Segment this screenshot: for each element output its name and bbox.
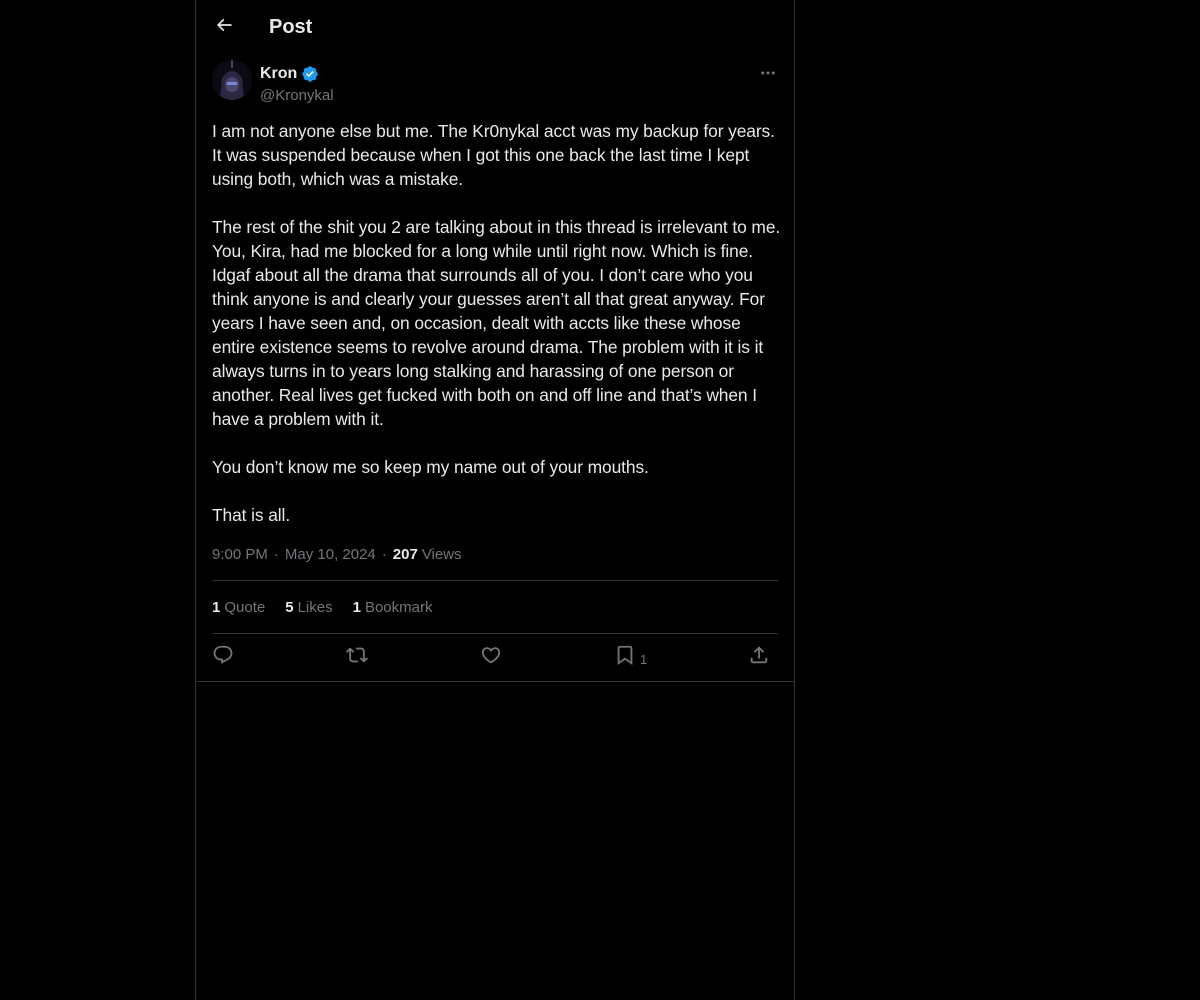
- quotes-stat[interactable]: [212, 598, 265, 617]
- bookmarks-stat[interactable]: [353, 598, 433, 617]
- divider: [212, 580, 778, 581]
- top-bar: [196, 0, 794, 53]
- share-button[interactable]: [748, 645, 770, 669]
- share-icon: [748, 644, 770, 671]
- quotes-count: 1: [212, 599, 221, 616]
- meta-separator: ·: [273, 546, 279, 563]
- like-button[interactable]: [480, 645, 502, 669]
- action-bar: [212, 645, 778, 669]
- reply-button[interactable]: [212, 645, 234, 669]
- reply-icon: [212, 644, 234, 671]
- likes-count: 5: [285, 599, 294, 616]
- post-time[interactable]: 9:00 PM: [212, 546, 268, 563]
- bookmark-button[interactable]: [614, 645, 647, 669]
- bookmark-icon: [614, 644, 636, 671]
- post-meta: [212, 545, 462, 564]
- post-column: [195, 0, 795, 1000]
- post-body-text: I am not anyone else but me. The Kr0nykal acct was my backup for years. It was suspended because when I got this one back the last time I kept using both, which was a mistake. The rest of the shit you 2 are talking about in this thread is irrelevant to me. You, Kira, had me blocked for a long while until right now. Which is fine. Idgaf about all the drama that surrounds all of you. I don’t care who you think anyone is and clearly your guesses aren’t all that great anyway. For years I have seen and, on occasion, dealt with accts like these whose entire existence seems to revolve around drama. The problem with it is it always turns in to years long stalking and harassing of one person or another. Real lives get fucked with both on and off line and that’s when I have a problem with it. You don’t know me so keep my name out of your mouths. That is all.: [212, 121, 781, 525]
- meta-separator: ·: [381, 546, 387, 563]
- page-title: Post: [269, 16, 313, 38]
- author-name-text: Kron: [260, 65, 298, 82]
- likes-stat[interactable]: [285, 598, 332, 617]
- bookmark-count: 1: [640, 651, 648, 667]
- post-bottom-border: [196, 681, 794, 682]
- post-date[interactable]: May 10, 2024: [284, 546, 376, 563]
- arrow-left-icon: [214, 15, 234, 40]
- bookmarks-count: 1: [352, 599, 361, 616]
- views-count: 207: [392, 546, 418, 563]
- verified-badge-icon: [301, 65, 319, 83]
- views-label: Views: [421, 546, 462, 563]
- more-options-button[interactable]: [758, 66, 778, 84]
- likes-label: Likes: [297, 599, 333, 616]
- repost-icon: [346, 644, 368, 671]
- more-dots-icon: [759, 64, 777, 87]
- author-handle[interactable]: @Kronykal: [260, 87, 334, 104]
- author-display-name[interactable]: [260, 64, 319, 84]
- heart-icon: [480, 644, 502, 671]
- repost-button[interactable]: [346, 645, 368, 669]
- divider: [212, 633, 778, 634]
- post-stats: [212, 598, 432, 617]
- avatar[interactable]: [212, 60, 252, 100]
- back-button[interactable]: [212, 14, 236, 40]
- quotes-label: Quote: [224, 599, 266, 616]
- bookmarks-label: Bookmark: [364, 599, 433, 616]
